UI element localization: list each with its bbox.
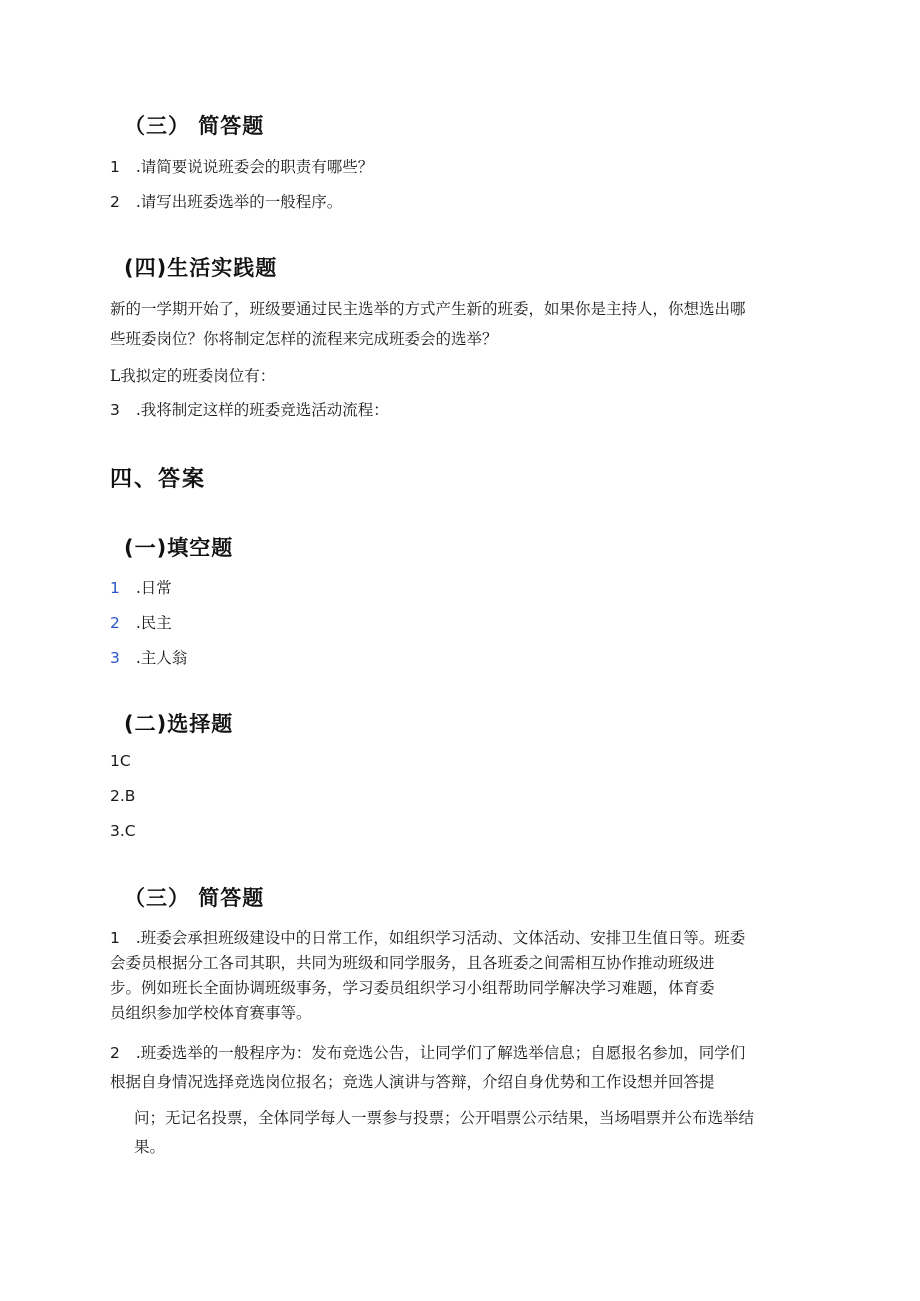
answer-item: [110, 752, 131, 770]
answer-item: 2.B: [110, 787, 136, 805]
answer-text: .班委会承担班级建设中的日常工作，如组织学习活动、文体活动、安排卫生值日等。班委: [135, 929, 746, 947]
question-item: [110, 190, 342, 212]
section-heading-fill-blank: (一)填空题: [124, 536, 234, 560]
section-heading-short-answer-key: （三） 简答题: [124, 886, 265, 910]
question-text: .请写出班委选举的一般程序。: [135, 193, 343, 211]
answer-number: 2: [110, 1044, 120, 1062]
answer-line: 果。: [134, 1138, 166, 1156]
answer-number: 1: [110, 752, 120, 770]
answer-line: 员组织参加学校体育赛事等。: [110, 1004, 312, 1022]
answer-text: C: [119, 752, 131, 770]
answer-number: 1: [110, 579, 120, 597]
practice-item: L我拟定的班委岗位有：: [110, 367, 276, 385]
practice-intro-line: 些班委岗位？你将制定怎样的流程来完成班委会的选举？: [110, 330, 498, 348]
answer-line: [110, 926, 745, 948]
answer-line: 步。例如班长全面协调班级事务，学习委员组织学习小组帮助同学解决学习难题，体育委: [110, 979, 715, 997]
answer-number: 1: [110, 929, 120, 947]
question-item: [110, 155, 373, 177]
answer-line: [110, 1041, 745, 1063]
answer-text: .民主: [135, 614, 172, 632]
answer-item: [110, 576, 172, 598]
practice-item-number: 3: [110, 401, 120, 419]
question-number: 2: [110, 193, 120, 211]
answer-number: 3: [110, 649, 120, 667]
answer-line: 会委员根据分工各司其职，共同为班级和同学服务，且各班委之间需相互协作推动班级进: [110, 954, 715, 972]
answer-text: .日常: [135, 579, 172, 597]
section-heading-practice: (四)生活实践题: [124, 256, 278, 280]
practice-item-text: .我将制定这样的班委竞选活动流程：: [135, 401, 389, 419]
section-heading-short-answer: （三） 简答题: [124, 114, 265, 138]
answer-line: 根据自身情况选择竞选岗位报名；竞选人演讲与答辩，介绍自身优势和工作设想并回答提: [110, 1073, 715, 1091]
question-number: 1: [110, 158, 120, 176]
answer-text: .主人翁: [135, 649, 188, 667]
question-text: .请简要说说班委会的职责有哪些？: [135, 158, 374, 176]
answer-number: 2: [110, 614, 120, 632]
section-heading-choice: (二)选择题: [124, 712, 234, 736]
answer-text: .班委选举的一般程序为：发布竞选公告，让同学们了解选举信息；自愿报名参加，同学们: [135, 1044, 746, 1062]
answer-item: [110, 611, 172, 633]
practice-item: [110, 398, 389, 420]
answer-item: 3.C: [110, 822, 136, 840]
answer-line: 问；无记名投票，全体同学每人一票参与投票；公开唱票公示结果，当场唱票并公布选举结: [134, 1109, 755, 1127]
practice-intro-line: 新的一学期开始了，班级要通过民主选举的方式产生新的班委，如果你是主持人，你想选出哪: [110, 300, 746, 318]
answer-item: [110, 646, 187, 668]
answers-heading: 四、答案: [110, 467, 207, 492]
